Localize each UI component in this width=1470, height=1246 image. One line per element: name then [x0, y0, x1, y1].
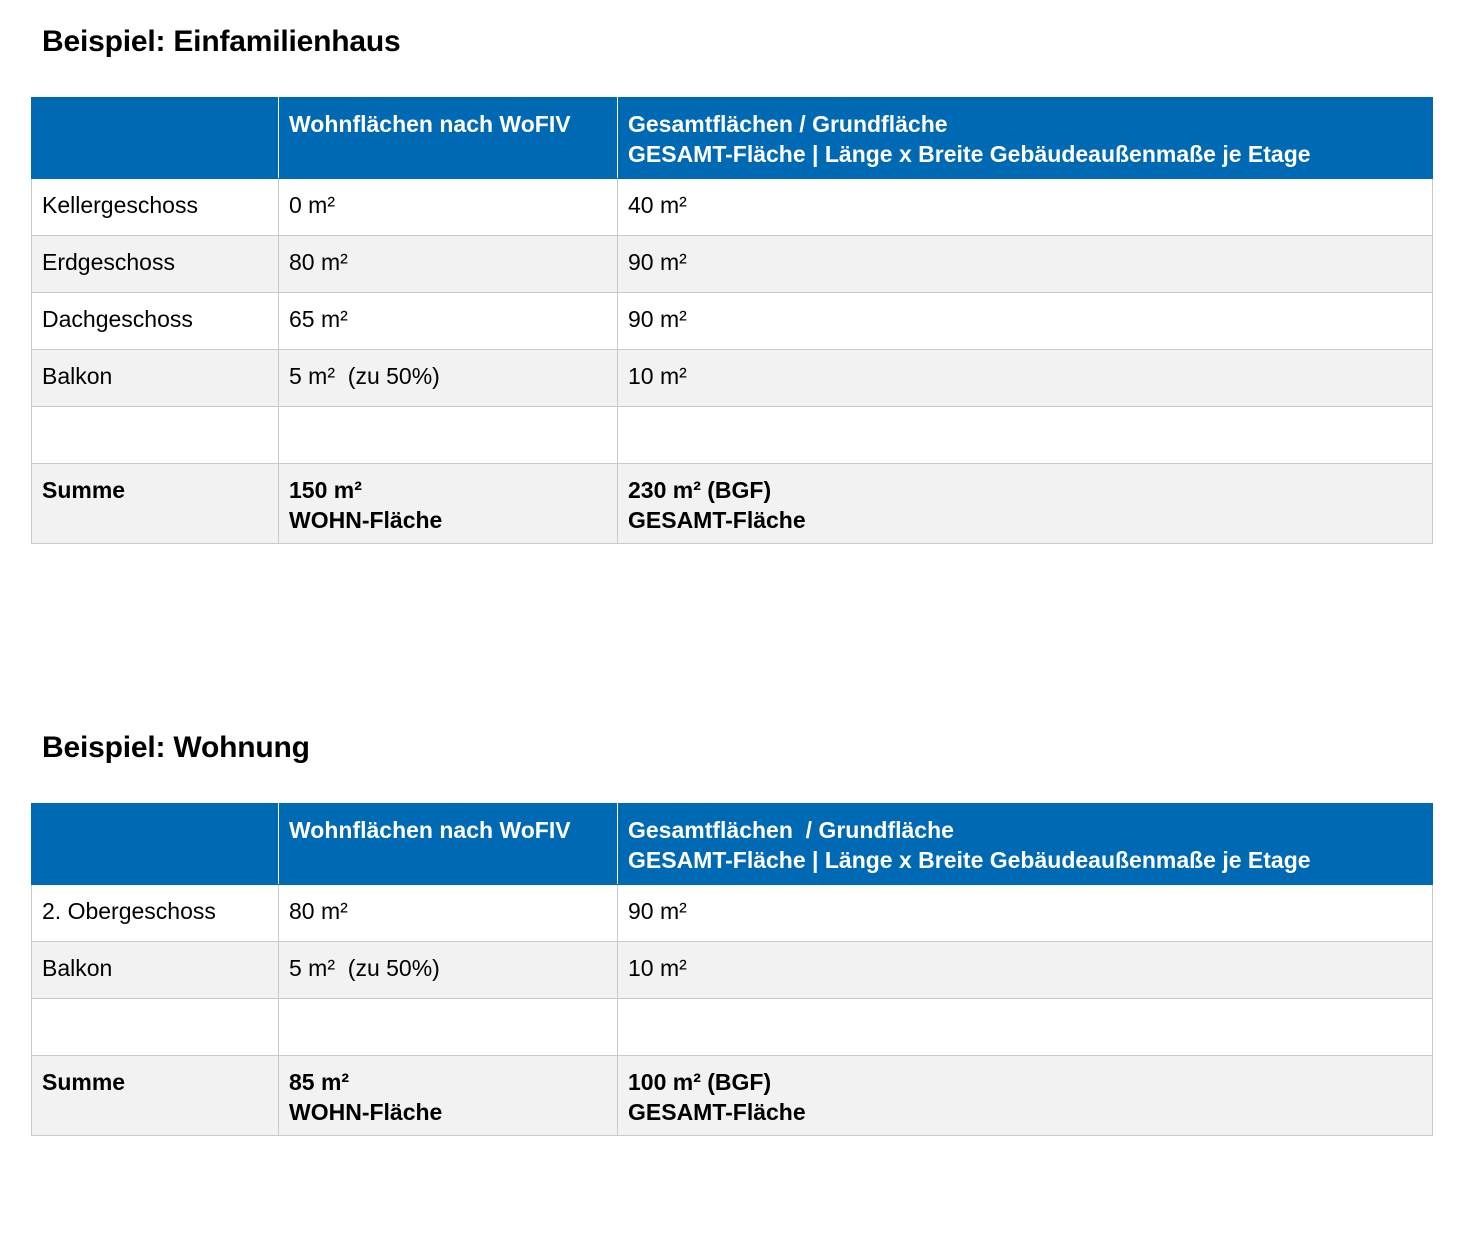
row-label: Dachgeschoss [32, 293, 279, 350]
row-label: Erdgeschoss [32, 236, 279, 293]
gesamtflaeche-cell: 10 m² [618, 350, 1433, 407]
row-label: Balkon [32, 350, 279, 407]
wohnflaeche-cell: 5 m² (zu 50%) [279, 942, 618, 999]
sum-gesamtflaeche-caption: GESAMT-Fläche [628, 507, 806, 533]
table-row-empty [32, 999, 1433, 1056]
wohnflaeche-cell [279, 999, 618, 1056]
table-header [32, 98, 1433, 179]
header-cell-empty [32, 804, 279, 885]
wohnflaeche-cell: 0 m² [279, 179, 618, 236]
wohnflaeche-cell [279, 407, 618, 464]
header-row [32, 98, 1433, 179]
header-cell-wohnflaechen: Wohnflächen nach WoFIV [279, 98, 618, 179]
sum-wohnflaeche-cell [279, 464, 618, 544]
row-label [32, 999, 279, 1056]
sum-row [32, 1056, 1433, 1136]
header-gesamt-subtitle: GESAMT-Fläche | Länge x Breite Gebäudeaußenmaße je Etage [628, 847, 1311, 873]
table-row [32, 942, 1433, 999]
section-title-einfamilienhaus: Beispiel: Einfamilienhaus [42, 25, 401, 58]
row-label: 2. Obergeschoss [32, 885, 279, 942]
gesamtflaeche-cell: 90 m² [618, 293, 1433, 350]
wohnflaeche-cell: 80 m² [279, 885, 618, 942]
area-table-einfamilienhaus [31, 97, 1433, 544]
gesamtflaeche-cell [618, 999, 1433, 1056]
section-title-wohnung: Beispiel: Wohnung [42, 731, 310, 764]
sum-gesamtflaeche-cell [618, 1056, 1433, 1136]
sum-gesamtflaeche-value: 230 m² (BGF) [628, 477, 772, 503]
sum-label: Summe [32, 464, 279, 544]
table-row [32, 179, 1433, 236]
table-row [32, 350, 1433, 407]
header-gesamt-title: Gesamtflächen / Grundfläche [628, 817, 954, 843]
gesamtflaeche-cell: 90 m² [618, 885, 1433, 942]
row-label: Balkon [32, 942, 279, 999]
gesamtflaeche-cell: 90 m² [618, 236, 1433, 293]
table-row [32, 293, 1433, 350]
header-cell-gesamtflaechen [618, 804, 1433, 885]
header-gesamt-subtitle: GESAMT-Fläche | Länge x Breite Gebäudeaußenmaße je Etage [628, 141, 1311, 167]
header-cell-wohnflaechen: Wohnflächen nach WoFIV [279, 804, 618, 885]
table-row [32, 885, 1433, 942]
sum-gesamtflaeche-value: 100 m² (BGF) [628, 1069, 772, 1095]
table-header [32, 804, 1433, 885]
sum-wohnflaeche-cell [279, 1056, 618, 1136]
row-label [32, 407, 279, 464]
wohnflaeche-cell: 65 m² [279, 293, 618, 350]
area-table-wohnung [31, 803, 1433, 1136]
table-row-empty [32, 407, 1433, 464]
sum-wohnflaeche-caption: WOHN-Fläche [289, 1099, 443, 1125]
header-cell-empty [32, 98, 279, 179]
header-cell-gesamtflaechen [618, 98, 1433, 179]
gesamtflaeche-cell: 40 m² [618, 179, 1433, 236]
sum-wohnflaeche-value: 85 m² [289, 1069, 350, 1095]
wohnflaeche-cell: 80 m² [279, 236, 618, 293]
table-row [32, 236, 1433, 293]
header-row [32, 804, 1433, 885]
sum-gesamtflaeche-cell [618, 464, 1433, 544]
sum-row [32, 464, 1433, 544]
header-gesamt-title: Gesamtflächen / Grundfläche [628, 111, 948, 137]
gesamtflaeche-cell: 10 m² [618, 942, 1433, 999]
sum-wohnflaeche-value: 150 m² [289, 477, 362, 503]
gesamtflaeche-cell [618, 407, 1433, 464]
sum-wohnflaeche-caption: WOHN-Fläche [289, 507, 443, 533]
wohnflaeche-cell: 5 m² (zu 50%) [279, 350, 618, 407]
row-label: Kellergeschoss [32, 179, 279, 236]
sum-gesamtflaeche-caption: GESAMT-Fläche [628, 1099, 806, 1125]
sum-label: Summe [32, 1056, 279, 1136]
